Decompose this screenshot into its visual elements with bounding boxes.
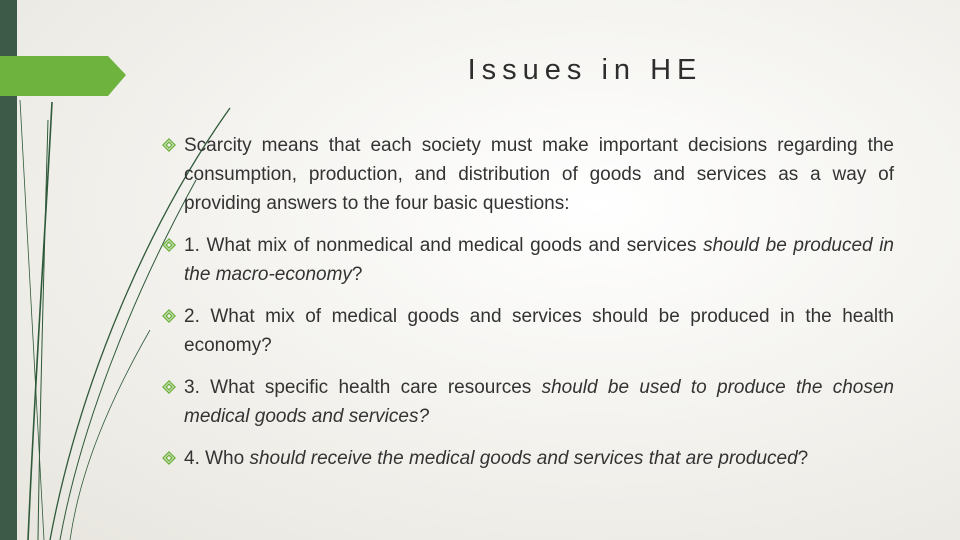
diamond-outline-icon — [162, 380, 176, 394]
bullet-text: 4. Who — [184, 448, 250, 469]
bullet-text: ? — [797, 448, 809, 469]
bullet-text-italic: should be used to produce the chosen medical goods and services? — [184, 377, 894, 427]
decor-line — [28, 102, 52, 540]
diamond-outline-icon — [162, 309, 176, 323]
bullet-text: 3. What specific health care resources — [184, 377, 542, 398]
decor-line — [20, 100, 44, 540]
bullet-text-italic: should be produced in the macro-economy — [184, 235, 894, 285]
green-arrow-shape — [0, 56, 126, 96]
bullet-item — [160, 231, 894, 289]
bullet-item — [160, 131, 894, 218]
diamond-outline-icon — [162, 138, 176, 152]
bullet-list — [160, 131, 894, 486]
decor-line — [70, 330, 150, 540]
bullet-text: ? — [351, 264, 363, 285]
bullet-item — [160, 302, 894, 360]
bullet-item — [160, 444, 894, 473]
bullet-text: 1. What mix of nonmedical and medical goods and services — [184, 235, 704, 256]
slide-title: Issues in HE — [467, 54, 703, 86]
diamond-outline-icon — [162, 238, 176, 252]
bullet-text-italic: should receive the medical goods and services that are produced — [249, 448, 798, 469]
diamond-outline-icon — [162, 451, 176, 465]
bullet-text: 2. What mix of medical goods and services should be produced in the health economy? — [184, 306, 894, 356]
bullet-text: Scarcity means that each society must make important decisions regarding the consumption, production, and distribution of goods and services as a way of providing answers to the four basic questions: — [184, 135, 894, 214]
bullet-item — [160, 373, 894, 431]
